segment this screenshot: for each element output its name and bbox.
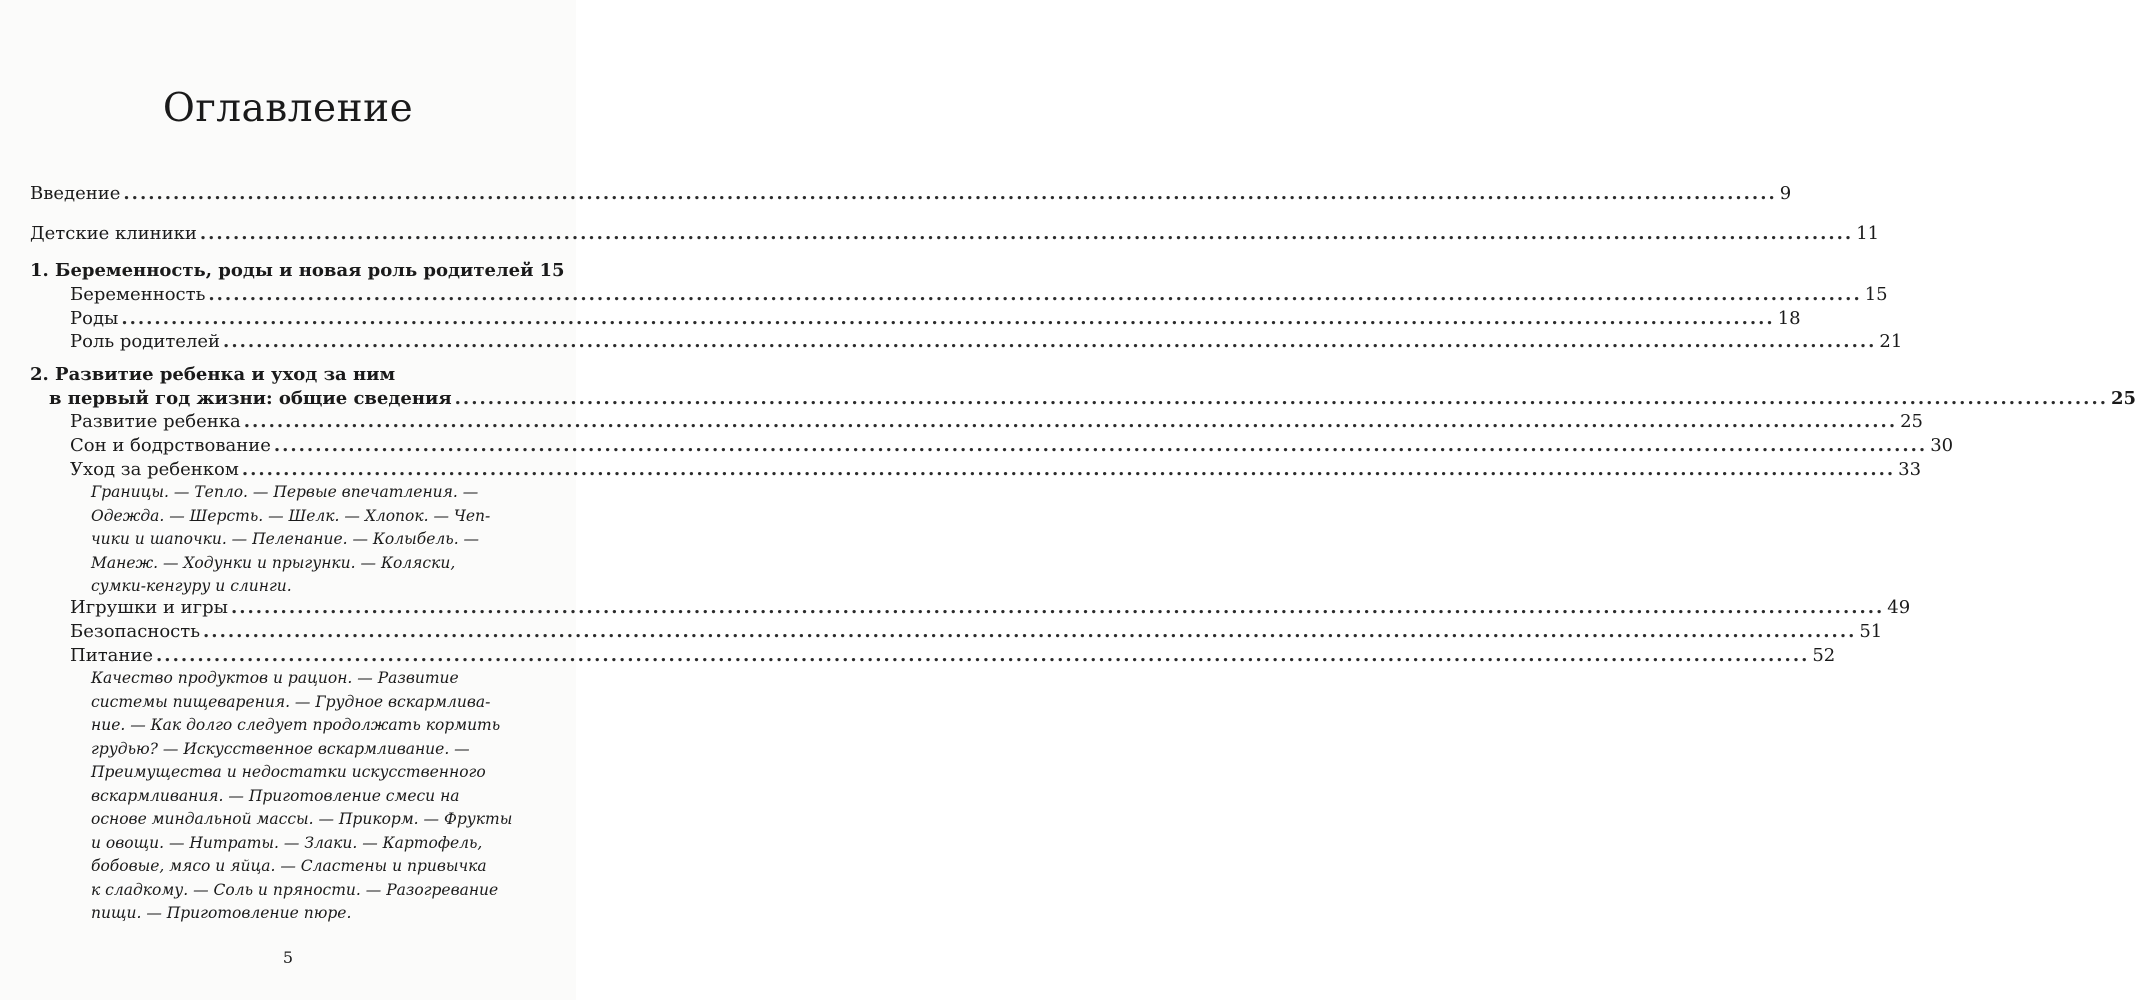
toc-entry-label: 1. Беременность, роды и новая роль родителей	[30, 260, 534, 281]
toc-entry-label: Сон и бодрствование	[70, 435, 271, 456]
toc-entry-parents-role	[70, 331, 1903, 353]
toc-entry-birth	[70, 308, 1801, 330]
toc-entry-toys	[70, 597, 1911, 619]
description-line: к сладкому. — Соль и пряности. — Разогревание	[91, 880, 499, 899]
description-line: Манеж. — Ходунки и прыгунки. — Коляски,	[91, 553, 456, 572]
description-line: грудью? — Искусственное вскармливание. —	[91, 739, 470, 758]
description-line: Одежда. — Шерсть. — Шелк. — Хлопок. — Чеп-	[91, 506, 491, 525]
description-line: системы пищеварения. — Грудное вскармлива-	[91, 692, 491, 711]
description-line: ние. — Как долго следует продолжать кормить	[91, 716, 501, 734]
toc-entry-clinics	[30, 223, 1880, 245]
toc-entry-page: 51	[1859, 621, 1883, 642]
toc-entry-page: 25	[2110, 388, 2136, 409]
toc-leader-dots: ........................................................................................................................................................................................................	[454, 388, 2108, 409]
toc-chapter-2-line1: 2. Развитие ребенка и уход за ним	[30, 364, 396, 385]
page-number: 5	[282, 948, 294, 967]
toc-description-child-care	[91, 481, 531, 599]
toc-leader-dots: ........................................................................................................................................................................................................	[243, 411, 1898, 432]
toc-entry-page: 30	[1930, 435, 1954, 456]
toc-entry-sleep	[70, 435, 1954, 457]
toc-leader-dots: ........................................................................................................................................................................................................	[199, 223, 1854, 244]
toc-entry-label: Питание	[70, 645, 154, 666]
toc-chapter-1	[30, 260, 565, 282]
toc-entry-child-care	[70, 459, 1922, 481]
toc-entry-page: 52	[1812, 645, 1836, 666]
toc-entry-label: Безопасность	[70, 621, 201, 642]
toc-leader-dots: ........................................................................................................................................................................................................	[241, 459, 1896, 480]
description-line: Границы. — Тепло. — Первые впечатления. —	[91, 483, 479, 501]
toc-entry-page: 15	[1864, 284, 1888, 305]
toc-chapter-2	[49, 388, 2136, 410]
toc-entry-nutrition	[70, 645, 1836, 667]
page-title: Оглавление	[162, 86, 414, 131]
toc-entry-page: 9	[1779, 183, 1792, 204]
toc-leader-dots: ........................................................................................................................................................................................................	[203, 621, 1857, 642]
toc-entry-child-development	[70, 411, 1923, 433]
toc-entry-page: 25	[1900, 411, 1923, 432]
toc-description-nutrition	[91, 667, 531, 926]
description-line: и овощи. — Нитраты. — Злаки. — Картофель,	[91, 833, 483, 852]
toc-entry-page: 33	[1898, 459, 1922, 480]
description-line: вскармливания. — Приготовление смеси на	[91, 786, 460, 805]
toc-entry-label: Роды	[70, 308, 119, 329]
toc-entry-label: Развитие ребенка	[70, 411, 241, 432]
toc-entry-pregnancy	[70, 284, 1888, 306]
description-line: основе миндальной массы. — Прикорм. — Фрукты	[91, 810, 513, 828]
toc-entry-label: Беременность	[70, 284, 206, 305]
description-line: бобовые, мясо и яйца. — Сластены и привычка	[91, 857, 487, 875]
toc-entry-page: 21	[1879, 331, 1903, 352]
toc-entry-label: Детские клиники	[30, 223, 197, 244]
description-line: пищи. — Приготовление пюре.	[91, 904, 352, 922]
toc-entry-page: 18	[1777, 308, 1801, 329]
toc-entry-label: Уход за ребенком	[70, 459, 239, 480]
description-line: Преимущества и недостатки искусственного	[91, 763, 486, 781]
toc-entry-label: в первый год жизни: общие сведения	[49, 388, 452, 409]
toc-entry-introduction	[30, 183, 1792, 205]
description-line: сумки-кенгуру и слинги.	[91, 577, 292, 595]
description-line: Качество продуктов и рацион. — Развитие	[91, 669, 459, 687]
toc-entry-page: 49	[1887, 597, 1911, 618]
toc-entry-page: 15	[539, 260, 565, 281]
toc-leader-dots: ........................................................................................................................................................................................................	[121, 308, 1775, 329]
toc-entry-label: Игрушки и игры	[70, 597, 228, 618]
toc-leader-dots: ........................................................................................................................................................................................................	[208, 284, 1862, 305]
toc-entry-label: Введение	[30, 183, 121, 204]
toc-leader-dots: ........................................................................................................................................................................................................	[223, 331, 1877, 352]
toc-leader-dots: ........................................................................................................................................................................................................	[273, 435, 1928, 456]
toc-entry-safety	[70, 621, 1883, 643]
toc-leader-dots: ........................................................................................................................................................................................................	[123, 183, 1777, 204]
toc-leader-dots: ........................................................................................................................................................................................................	[156, 645, 1810, 666]
description-line: чики и шапочки. — Пеленание. — Колыбель. —	[91, 530, 480, 548]
toc-entry-label: Роль родителей	[70, 331, 221, 352]
toc-leader-dots: ........................................................................................................................................................................................................	[230, 597, 1885, 618]
toc-entry-page: 11	[1856, 223, 1880, 244]
